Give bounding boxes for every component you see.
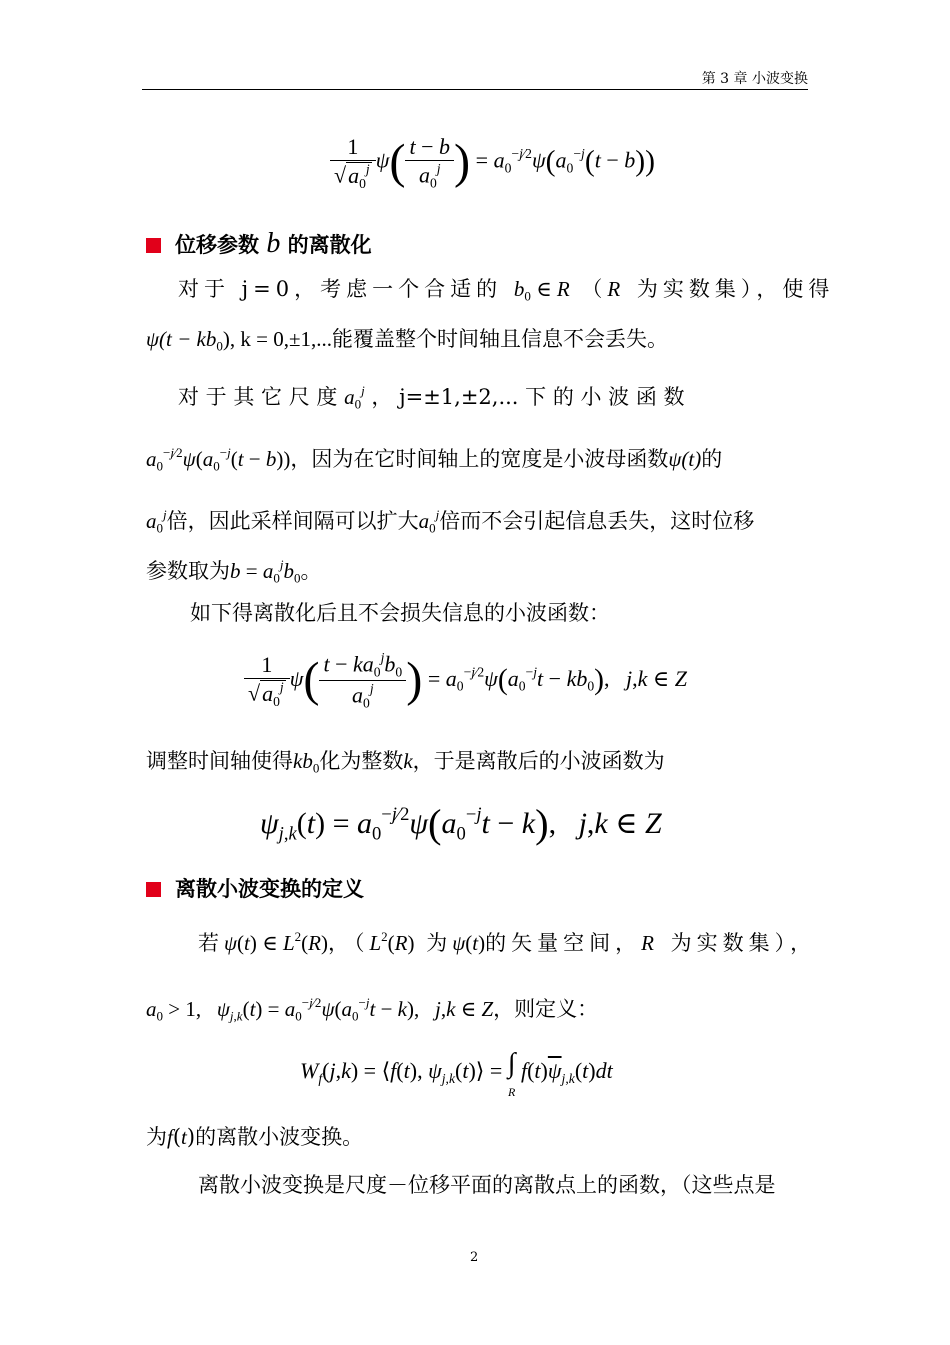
bullet-square-icon xyxy=(146,238,161,253)
section-heading-dwt-definition: 离散小波变换的定义 xyxy=(146,873,364,903)
equation-discrete-wavelet-function: $\psi_{j,k}(t) = a_0^{-j⁄2}\psi(a_0^{-j}t - k)$, j,k ∈ Z xyxy=(260,801,662,846)
equation-dwt: $W_f(j,k)$ = ⟨f(t), $\psi_{j,k}(t)⟩$ = ∫ R $f(t)\overline{\psi}_{j,k}(t)dt$ xyxy=(300,1048,613,1099)
equation-discretized-wavelet: $\frac{1}{√a_0^j}$ ψ( $\frac{t - ka_0^jb_0}{a_0^j}$ ) = $a_0^{-j⁄2}\psi(a_0^{-j}t - kb_0)$, j,k ∈ Z xyxy=(244,650,687,712)
section-heading-shift-discretization: 位移参数 b 的离散化 xyxy=(146,228,372,260)
paragraph-j0: 对于 j=0，考虑一个合适的 $b_0$ ∈ R （R 为实数集），使得 xyxy=(178,277,835,304)
paragraph-other-scales-line3: $a_0^j$倍，因此采样间隔可以扩大$a_0^j$倍而不会引起信息丢失，这时位移 xyxy=(146,507,755,536)
paragraph-other-scales-line2: $a_0^{-j⁄2}\psi(a_0^{-j}(t - b))$，因为在它时间轴上的宽度是小波母函数ψ(t)的 xyxy=(146,445,723,474)
paragraph-discretized-intro: 如下得离散化后且不会损失信息的小波函数： xyxy=(190,601,610,625)
page-number: 2 xyxy=(470,1250,479,1265)
bullet-square-icon xyxy=(146,882,161,897)
paragraph-definition: 若ψ(t) ∈ $L^2(R)$，（$L^2(R)$ 为ψ(t)的矢量空间，R 为实数集）， xyxy=(198,929,817,956)
paragraph-other-scales-line4: 参数取为$b = a_0^jb_0$。 xyxy=(146,557,322,586)
paragraph-adjust-time-axis: 调整时间轴使得$kb_0$化为整数k，于是离散后的小波函数为 xyxy=(146,749,665,776)
paragraph-dwt-discrete-points: 离散小波变换是尺度－位移平面的离散点上的函数，（这些点是 xyxy=(198,1173,776,1197)
paragraph-definition-line2: $a_0 > 1$, $\psi_{j,k}(t) = a_0^{-j⁄2}\psi(a_0^{-j}t - k)$, j,k ∈ Z，则定义： xyxy=(146,995,599,1024)
paragraph-dwt-of-f: 为f(t)的离散小波变换。 xyxy=(146,1125,364,1149)
header-rule xyxy=(142,89,808,90)
running-header: 第 3 章 小波变换 xyxy=(701,71,808,87)
paragraph-j0-line2: $\psi(t - kb_0)$, k = 0,±1,...能覆盖整个时间轴且信息不会丢失。 xyxy=(146,327,669,354)
paragraph-other-scales: 对 于 其 它 尺 度 $a_0^j$ ， j=±1,±2,... 下 的 小 波 函 数 xyxy=(178,383,685,412)
equation-scaled-wavelet: $\frac{1}{√a_0^j}$ ψ( $\frac{t - b}{a_0^j}$ ) = $a_0^{-j⁄2}\psi(a_0^{-j}(t - b))$ xyxy=(330,134,655,191)
